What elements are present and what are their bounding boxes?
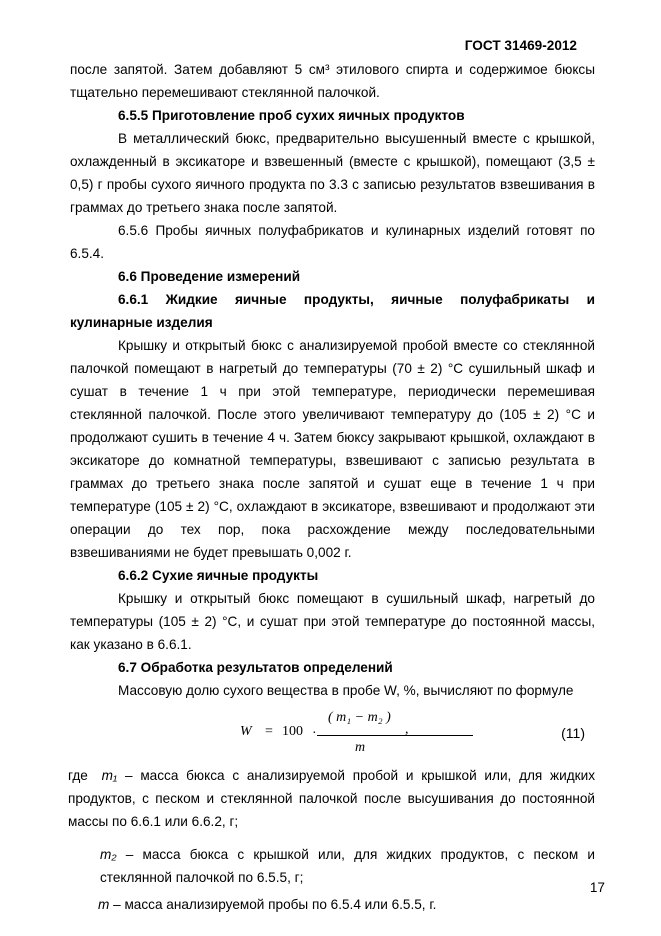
formula-numerator: ( m₁ − m₂ ) (328, 710, 391, 725)
where-label: где (68, 768, 88, 783)
paragraph-6-6-2: Крышку и открытый бюкс помещают в сушильный шкаф, нагретый до температуры (105 ± 2) °С, и сушат при этой температуре до постоянной массы, как указано в 6.6.1. (70, 591, 595, 652)
definition-m1 (68, 764, 595, 833)
fraction-line (317, 735, 473, 736)
page-content (70, 58, 595, 916)
definition-m2-text: – масса бюкса с крышкой или, для жидких продуктов, с песком и стеклянной палочкой по 6.5.5, г; (100, 847, 596, 885)
document-code-header: ГОСТ 31469-2012 (464, 38, 577, 53)
definitions (70, 764, 595, 916)
formula-denominator: m (355, 740, 366, 755)
symbol-m: m (98, 897, 110, 912)
formula-coefficient: 100 (282, 724, 303, 739)
formula-number: (11) (561, 725, 585, 741)
definition-m (70, 893, 595, 916)
definition-m2 (70, 843, 595, 889)
paragraph-6-5-5: В металлический бюкс, предварительно высушенный вместе с крышкой, охлажденный в эксикаторе и взвешенный (вместе с крышкой), помещают (3,5 ± 0,5) г пробы сухого яичного продукта по 3.3 с записью результатов взвешивания в граммах до третьего знака после запятой. (70, 131, 595, 215)
paragraph-continuation: после запятой. Затем добавляют 5 см³ этилового спирта и содержимое бюксы тщательно перемешивают стеклянной палочкой. (70, 62, 595, 100)
heading-6-6-2: 6.6.2 Сухие яичные продукты (118, 568, 319, 583)
formula-equals: = (265, 724, 273, 739)
formula-dot: · (312, 726, 317, 741)
formula-lhs: W (240, 724, 252, 739)
heading-6-6-1: 6.6.1 Жидкие яичные продукты, яичные полуфабрикаты и кулинарные изделия (70, 292, 595, 330)
symbol-m1: m₁ (101, 768, 118, 783)
page-number: 17 (589, 880, 605, 895)
definition-m-text: – масса анализируемой пробы по 6.5.4 или 6.5.5, г. (113, 897, 437, 912)
heading-6-5-5: 6.5.5 Приготовление проб сухих яичных продуктов (118, 108, 465, 123)
symbol-m2: m₂ (100, 847, 117, 862)
heading-6-7: 6.7 Обработка результатов определений (118, 660, 393, 675)
paragraph-6-5-6: 6.5.6 Пробы яичных полуфабрикатов и кулинарных изделий готовят по 6.5.4. (70, 223, 595, 261)
formula-11 (70, 704, 595, 764)
heading-6-6: 6.6 Проведение измерений (118, 269, 301, 284)
formula-comma: , (405, 722, 409, 737)
definition-m1-text: – масса бюкса с анализируемой пробой и крышкой или, для жидких продуктов, с песком и стеклянной палочкой после высушивания до постоянной массы по 6.6.1 или 6.6.2, г; (68, 768, 596, 829)
paragraph-6-7: Массовую долю сухого вещества в пробе W, %, вычисляют по формуле (118, 683, 574, 698)
paragraph-6-6-1: Крышку и открытый бюкс с анализируемой пробой вместе со стеклянной палочкой помещают в нагретый до температуры (70 ± 2) °С сушильный шкаф и сушат в течение 1 ч при этой температуре, периодически перемешивая стеклянной палочкой. После этого увеличивают температуру до (105 ± 2) °С и продолжают сушить в течение 4 ч. Затем бюксу закрывают крышкой, охлаждают в эксикаторе до комнатной температуры, взвешивают с записью результата в граммах до третьего знака после запятой и сушат еще в течение 1 ч при температуре (105 ± 2) °С, охлаждают в эксикаторе, взвешивают и продолжают эти операции до тех пор, пока расхождение между последовательными взвешиваниями не будет превышать 0,002 г. (70, 338, 595, 560)
